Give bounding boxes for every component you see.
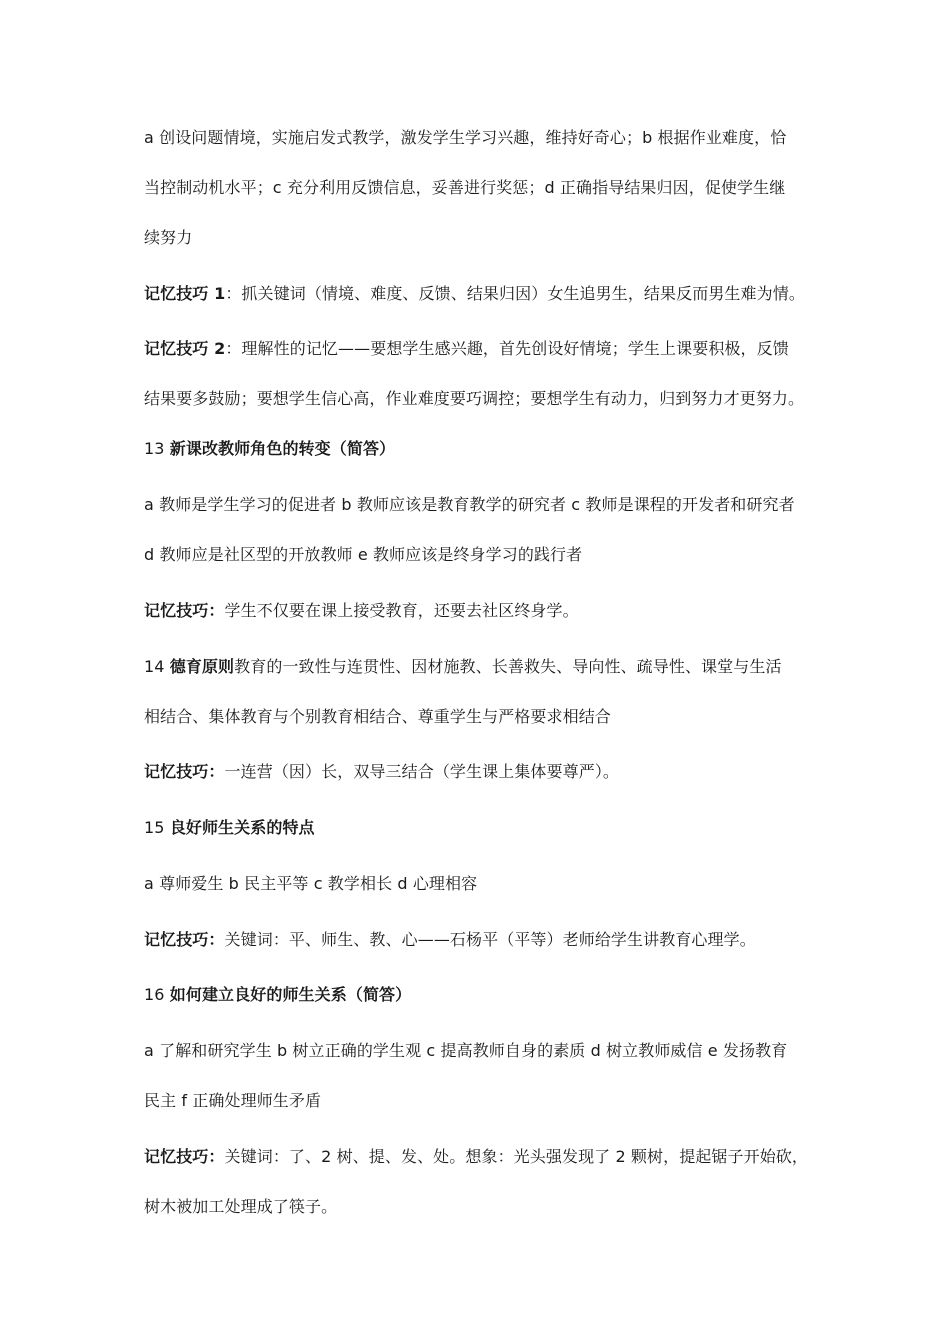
section-16-memory-tip-line-1: 记忆技巧：关键词：了、2 树、提、发、处。想象：光头强发现了 2 颗树，提起锯子开始砍， (144, 1147, 809, 1166)
section-14-heading: 德育原则 (169, 657, 235, 676)
section-16-line-1: a 了解和研究学生 b 树立正确的学生观 c 提高教师自身的素质 d 树立教师威信 e 发扬教育 (144, 1041, 788, 1060)
memory-tip-label: 记忆技巧 2 (144, 339, 226, 358)
section-15-heading: 15 良好师生关系的特点 (144, 818, 315, 837)
section-14-memory-tip: 记忆技巧：一连营（因）长，双导三结合（学生课上集体要尊严）。 (144, 762, 620, 781)
motivation-strategies-line-2: 当控制动机水平；c 充分利用反馈信息，妥善进行奖惩；d 正确指导结果归因，促使学生继 (144, 178, 786, 197)
section-15-memory-tip: 记忆技巧：关键词：平、师生、教、心——石杨平（平等）老师给学生讲教育心理学。 (144, 930, 756, 949)
section-16-heading: 16 如何建立良好的师生关系（简答） (144, 985, 412, 1004)
section-14-line-1: 14 德育原则教育的一致性与连贯性、因材施教、长善救失、导向性、疏导性、课堂与生活 (144, 657, 782, 676)
section-14-line-2: 相结合、集体教育与个别教育相结合、尊重学生与严格要求相结合 (144, 707, 611, 726)
memory-tip-2-line-1: 记忆技巧 2：理解性的记忆——要想学生感兴趣，首先创设好情境；学生上课要积极，反馈 (144, 339, 789, 358)
memory-tip-label: 记忆技巧 1 (144, 284, 226, 303)
memory-tip-2-line-2: 结果要多鼓励；要想学生信心高，作业难度要巧调控；要想学生有动力，归到努力才更努力。 (144, 389, 805, 408)
section-13-memory-tip: 记忆技巧：学生不仅要在课上接受教育，还要去社区终身学。 (144, 601, 579, 620)
section-15-line-1: a 尊师爱生 b 民主平等 c 教学相长 d 心理相容 (144, 874, 478, 893)
memory-tip-1: 记忆技巧 1：抓关键词（情境、难度、反馈、结果归因）女生追男生，结果反而男生难为情。 (144, 284, 805, 303)
section-13-line-2: d 教师应是社区型的开放教师 e 教师应该是终身学习的践行者 (144, 545, 583, 564)
section-13-heading: 13 新课改教师角色的转变（简答） (144, 439, 396, 458)
section-16-memory-tip-line-2: 树木被加工处理成了筷子。 (144, 1197, 338, 1216)
section-16-line-2: 民主 f 正确处理师生矛盾 (144, 1091, 322, 1110)
motivation-strategies-line-3: 续努力 (144, 228, 193, 247)
motivation-strategies-line-1: a 创设问题情境，实施启发式教学，激发学生学习兴趣，维持好奇心；b 根据作业难度，恰 (144, 128, 787, 147)
section-13-line-1: a 教师是学生学习的促进者 b 教师应该是教育教学的研究者 c 教师是课程的开发者和研究者 (144, 495, 795, 514)
